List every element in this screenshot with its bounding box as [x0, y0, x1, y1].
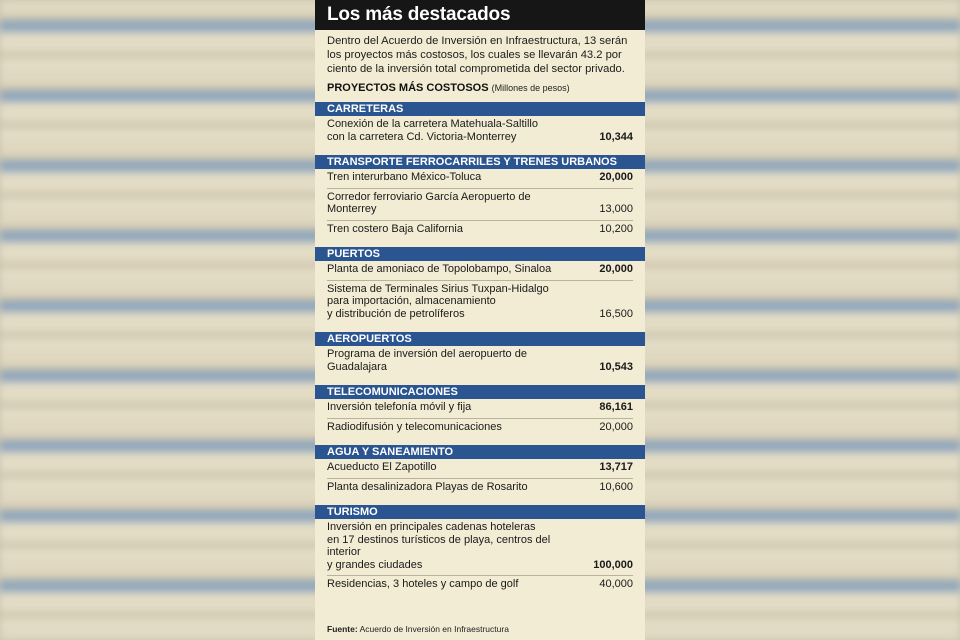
infographic-card	[315, 0, 645, 640]
table-row	[327, 116, 633, 147]
section-rows	[315, 519, 645, 595]
table-row	[327, 221, 633, 240]
sections-container	[315, 102, 645, 595]
project-name: Sistema de Terminales Sirius Tuxpan-Hidalgo para importación, almacenamiento y distribución de petrolíferos	[327, 282, 549, 320]
footer-label: Fuente:	[327, 624, 358, 634]
project-name: Radiodifusión y telecomunicaciones	[327, 420, 502, 433]
project-value: 100,000	[593, 558, 633, 571]
project-value: 86,161	[599, 401, 633, 413]
section-rows	[315, 346, 645, 377]
section-header: AGUA Y SANEAMIENTO	[315, 445, 645, 459]
subtitle-units: (Millones de pesos)	[491, 83, 570, 93]
source-footer	[327, 624, 509, 634]
table-row	[327, 261, 633, 281]
project-value: 20,000	[599, 263, 633, 275]
section-rows	[315, 261, 645, 324]
section-header: TRANSPORTE FERROCARRILES Y TRENES URBANOS	[315, 155, 645, 169]
intro-text: Dentro del Acuerdo de Inversión en Infraestructura, 13 serán los proyectos más costosos, los cuales se llevarán 43.2 por ciento de la inversión total comprometida del sector privado.	[327, 35, 628, 75]
project-value: 13,717	[599, 461, 633, 473]
section-header: PUERTOS	[315, 247, 645, 261]
project-name: Planta de amoniaco de Topolobampo, Sinaloa	[327, 263, 552, 275]
section-rows	[315, 116, 645, 147]
table-row	[327, 576, 633, 595]
project-value: 20,000	[599, 420, 633, 433]
section-rows	[315, 459, 645, 497]
subtitle-bold: PROYECTOS MÁS COSTOSOS	[327, 82, 489, 94]
footer-text: Acuerdo de Inversión en Infraestructura	[359, 624, 509, 634]
project-value: 10,344	[599, 130, 633, 143]
project-name: Inversión en principales cadenas hoteleras en 17 destinos turísticos de playa, centros del interior y grandes ciudades	[327, 521, 551, 571]
table-row	[327, 519, 633, 576]
page-title: Los más destacados	[315, 0, 645, 30]
project-name: Corredor ferroviario García Aeropuerto de Monterrey	[327, 190, 531, 215]
table-row	[327, 419, 633, 438]
table-row	[327, 281, 633, 325]
table-row	[327, 459, 633, 479]
table-row	[327, 189, 633, 221]
section-rows	[315, 169, 645, 239]
project-name: Acueducto El Zapotillo	[327, 461, 437, 473]
section-rows	[315, 399, 645, 437]
section-header: TURISMO	[315, 505, 645, 519]
table-subtitle	[327, 82, 635, 94]
section-header: TELECOMUNICACIONES	[315, 385, 645, 399]
section-header: CARRETERAS	[315, 102, 645, 116]
project-value: 10,600	[599, 480, 633, 493]
project-value: 10,543	[599, 360, 633, 373]
project-value: 40,000	[599, 578, 633, 590]
project-name: Programa de inversión del aeropuerto de Guadalajara	[327, 348, 527, 373]
project-value: 10,200	[599, 222, 633, 235]
table-row	[327, 346, 633, 377]
project-name: Conexión de la carretera Matehuala-Saltillo con la carretera Cd. Victoria-Monterrey	[327, 118, 538, 143]
table-row	[327, 169, 633, 189]
project-value: 20,000	[599, 171, 633, 183]
project-name: Residencias, 3 hoteles y campo de golf	[327, 578, 519, 590]
table-row	[327, 399, 633, 419]
section-header: AEROPUERTOS	[315, 332, 645, 346]
project-name: Tren interurbano México-Toluca	[327, 171, 482, 183]
project-name: Planta desalinizadora Playas de Rosarito	[327, 480, 528, 493]
project-value: 13,000	[599, 203, 633, 215]
table-row	[327, 479, 633, 498]
project-name: Tren costero Baja California	[327, 222, 463, 235]
project-name: Inversión telefonía móvil y fija	[327, 401, 472, 413]
project-value: 16,500	[599, 307, 633, 320]
